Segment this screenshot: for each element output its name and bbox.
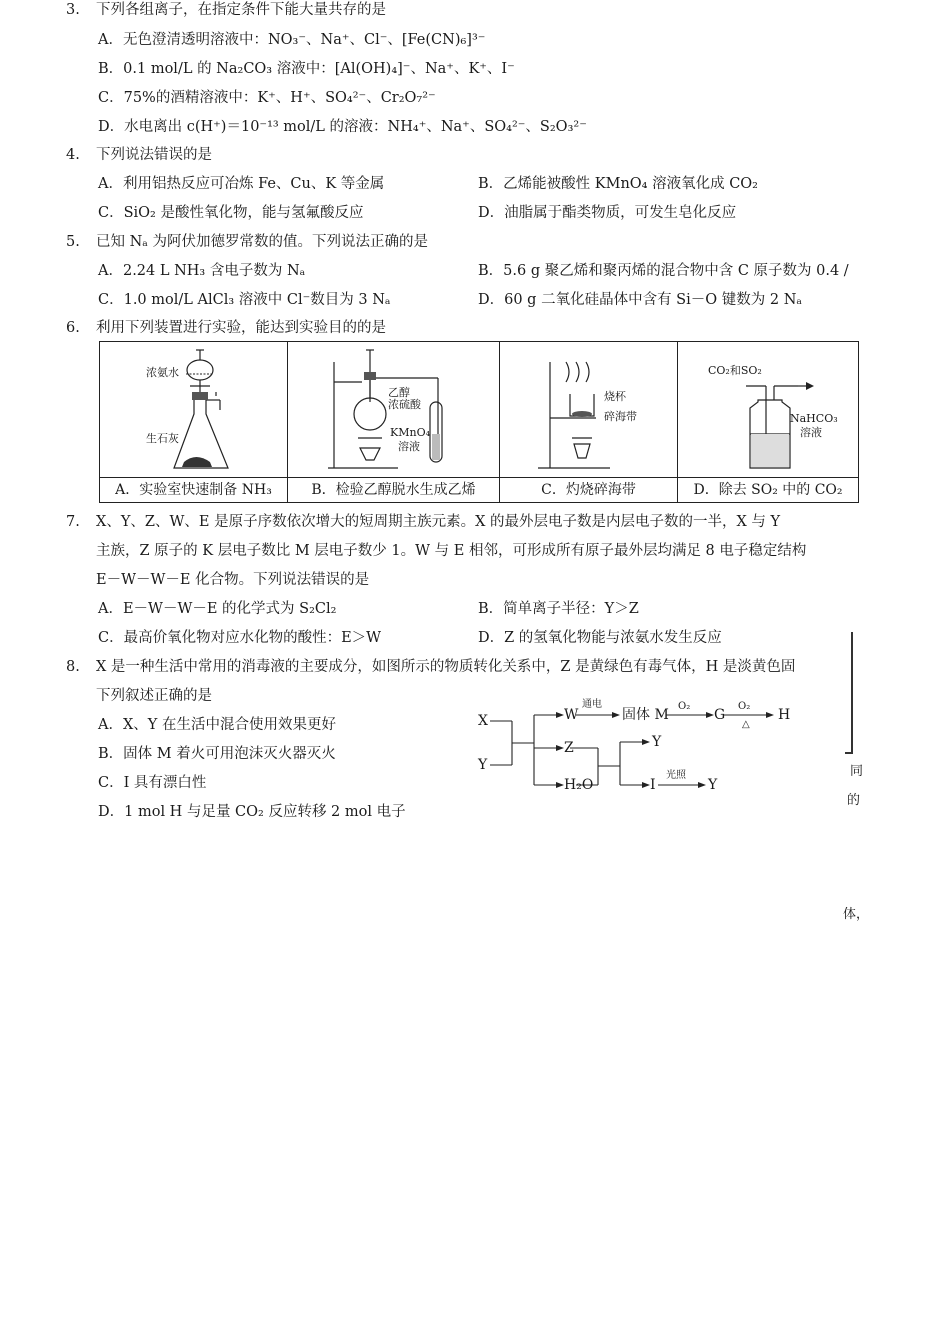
q5-option-b: B．5.6 g 聚乙烯和聚丙烯的混合物中含 C 原子数为 0.4 / bbox=[478, 263, 849, 279]
node-y-second: Y bbox=[652, 734, 662, 750]
node-w: W bbox=[564, 707, 579, 723]
apparatus-a bbox=[100, 342, 288, 502]
node-y: Y bbox=[478, 757, 488, 773]
q5-option-d: D．60 g 二氧化硅晶体中含有 Si－O 键数为 2 Nₐ bbox=[478, 292, 802, 308]
label-ethanol: 乙醇 bbox=[388, 386, 410, 399]
q7-line-1: X、Y、Z、W、E 是原子序数依次增大的短周期主族元素。X 的最外层电子数是内层电子数的一半，X 与 Y bbox=[96, 514, 781, 530]
q4-number: 4. bbox=[66, 147, 80, 163]
q5-option-c: C．1.0 mol/L AlCl₃ 溶液中 Cl⁻数目为 3 Nₐ bbox=[98, 292, 391, 308]
label-conc-sulfuric-acid: 浓硫酸 bbox=[388, 398, 421, 411]
q3-stem: 下列各组离子，在指定条件下能大量共存的是 bbox=[96, 2, 386, 18]
node-y-third: Y bbox=[708, 777, 718, 793]
caption-d: D．除去 SO₂ 中的 CO₂ bbox=[678, 477, 858, 502]
q7-number: 7. bbox=[66, 514, 80, 530]
caption-b: B．检验乙醇脱水生成乙烯 bbox=[288, 477, 499, 502]
q8-option-d: D．1 mol H 与足量 CO₂ 反应转移 2 mol 电子 bbox=[98, 804, 406, 820]
q3-option-d: D．水电离出 c(H⁺)＝10⁻¹³ mol/L 的溶液：NH₄⁺、Na⁺、SO₄²⁻、S₂O₃²⁻ bbox=[98, 119, 587, 135]
label-beaker: 烧杯 bbox=[604, 390, 626, 403]
label-seaweed: 碎海带 bbox=[604, 410, 637, 423]
caption-c: C．灼烧碎海带 bbox=[500, 477, 677, 502]
edge-fragment-1: 同 bbox=[850, 764, 864, 779]
caption-a: A．实验室快速制备 NH₃ bbox=[100, 477, 287, 502]
q4-stem: 下列说法错误的是 bbox=[96, 147, 212, 163]
q8-line-1: X 是一种生活中常用的消毒液的主要成分，如图所示的物质转化关系中，Z 是黄绿色有毒气体，H 是淡黄色固 bbox=[96, 659, 796, 675]
q8-line-2: 下列叙述正确的是 bbox=[96, 688, 212, 704]
q8-option-c: C．I 具有漂白性 bbox=[98, 775, 207, 791]
edge-bracket-foot bbox=[845, 752, 853, 754]
label-electrolysis: 通电 bbox=[582, 699, 602, 710]
q8-option-a: A．X、Y 在生活中混合使用效果更好 bbox=[98, 717, 336, 733]
label-quicklime: 生石灰 bbox=[146, 432, 179, 445]
apparatus-c bbox=[500, 342, 678, 502]
q8-number: 8. bbox=[66, 659, 80, 675]
node-water: H₂O bbox=[564, 777, 594, 793]
q7-line-2: 主族，Z 原子的 K 层电子数比 M 层电子数少 1。W 与 E 相邻，可形成所有原子最外层均满足 8 电子稳定结构 bbox=[96, 543, 807, 559]
label-kmno4: KMnO₄ bbox=[390, 426, 430, 439]
q6-stem: 利用下列装置进行实验，能达到实验目的的是 bbox=[96, 320, 386, 336]
q5-number: 5. bbox=[66, 234, 80, 250]
q6-number: 6. bbox=[66, 320, 80, 336]
apparatus-b bbox=[288, 342, 500, 502]
node-z: Z bbox=[564, 740, 574, 756]
label-solution-b: 溶液 bbox=[398, 440, 420, 453]
node-i: I bbox=[650, 777, 656, 793]
node-h: H bbox=[778, 707, 791, 723]
label-nahco3: NaHCO₃ bbox=[790, 412, 838, 425]
node-solid-m: 固体 M bbox=[622, 707, 669, 723]
apparatus-a-drawing bbox=[100, 342, 288, 476]
q7-line-3: E－W－W－E 化合物。下列说法错误的是 bbox=[96, 572, 370, 588]
q5-stem: 已知 Nₐ 为阿伏加德罗常数的值。下列说法正确的是 bbox=[96, 234, 428, 250]
node-g: G bbox=[714, 707, 726, 723]
q4-option-c: C．SiO₂ 是酸性氧化物，能与氢氟酸反应 bbox=[98, 205, 364, 221]
apparatus-c-drawing bbox=[500, 342, 678, 476]
q3-option-a: A．无色澄清透明溶液中：NO₃⁻、Na⁺、Cl⁻、[Fe(CN)₆]³⁻ bbox=[98, 32, 486, 48]
label-solution-d: 溶液 bbox=[800, 426, 822, 439]
q7-option-c: C．最高价氧化物对应水化物的酸性：E＞W bbox=[98, 630, 382, 646]
q3-option-b: B．0.1 mol/L 的 Na₂CO₃ 溶液中：[Al(OH)₄]⁻、Na⁺、K⁺、I⁻ bbox=[98, 61, 515, 77]
q4-option-b: B．乙烯能被酸性 KMnO₄ 溶液氧化成 CO₂ bbox=[478, 176, 758, 192]
label-concentrated-ammonia: 浓氨水 bbox=[146, 366, 179, 379]
q7-option-a: A．E－W－W－E 的化学式为 S₂Cl₂ bbox=[98, 601, 337, 617]
label-o2-second: O₂ bbox=[738, 701, 751, 712]
q5-option-a: A．2.24 L NH₃ 含电子数为 Nₐ bbox=[98, 263, 306, 279]
q4-option-d: D．油脂属于酯类物质，可发生皂化反应 bbox=[478, 205, 737, 221]
apparatus-table bbox=[99, 341, 859, 503]
q4-option-a: A．利用铝热反应可冶炼 Fe、Cu、K 等金属 bbox=[98, 176, 385, 192]
label-heat: △ bbox=[742, 719, 750, 730]
q3-number: 3. bbox=[66, 2, 80, 18]
q7-option-b: B．简单离子半径：Y＞Z bbox=[478, 601, 639, 617]
q8-option-b: B．固体 M 着火可用泡沫灭火器灭火 bbox=[98, 746, 336, 762]
label-light: 光照 bbox=[666, 770, 686, 781]
label-o2-first: O₂ bbox=[678, 701, 691, 712]
apparatus-d-drawing bbox=[678, 342, 858, 476]
edge-bracket-line bbox=[851, 632, 853, 754]
transformation-diagram bbox=[470, 695, 820, 805]
q7-option-d: D．Z 的氢氧化物能与浓氨水发生反应 bbox=[478, 630, 722, 646]
edge-fragment-3: 体， bbox=[843, 907, 870, 922]
node-x: X bbox=[478, 713, 488, 729]
edge-fragment-2: 的 bbox=[847, 793, 861, 808]
apparatus-d bbox=[678, 342, 858, 502]
q3-option-c: C．75%的酒精溶液中：K⁺、H⁺、SO₄²⁻、Cr₂O₇²⁻ bbox=[98, 90, 436, 106]
label-co2-so2: CO₂和SO₂ bbox=[708, 364, 762, 377]
